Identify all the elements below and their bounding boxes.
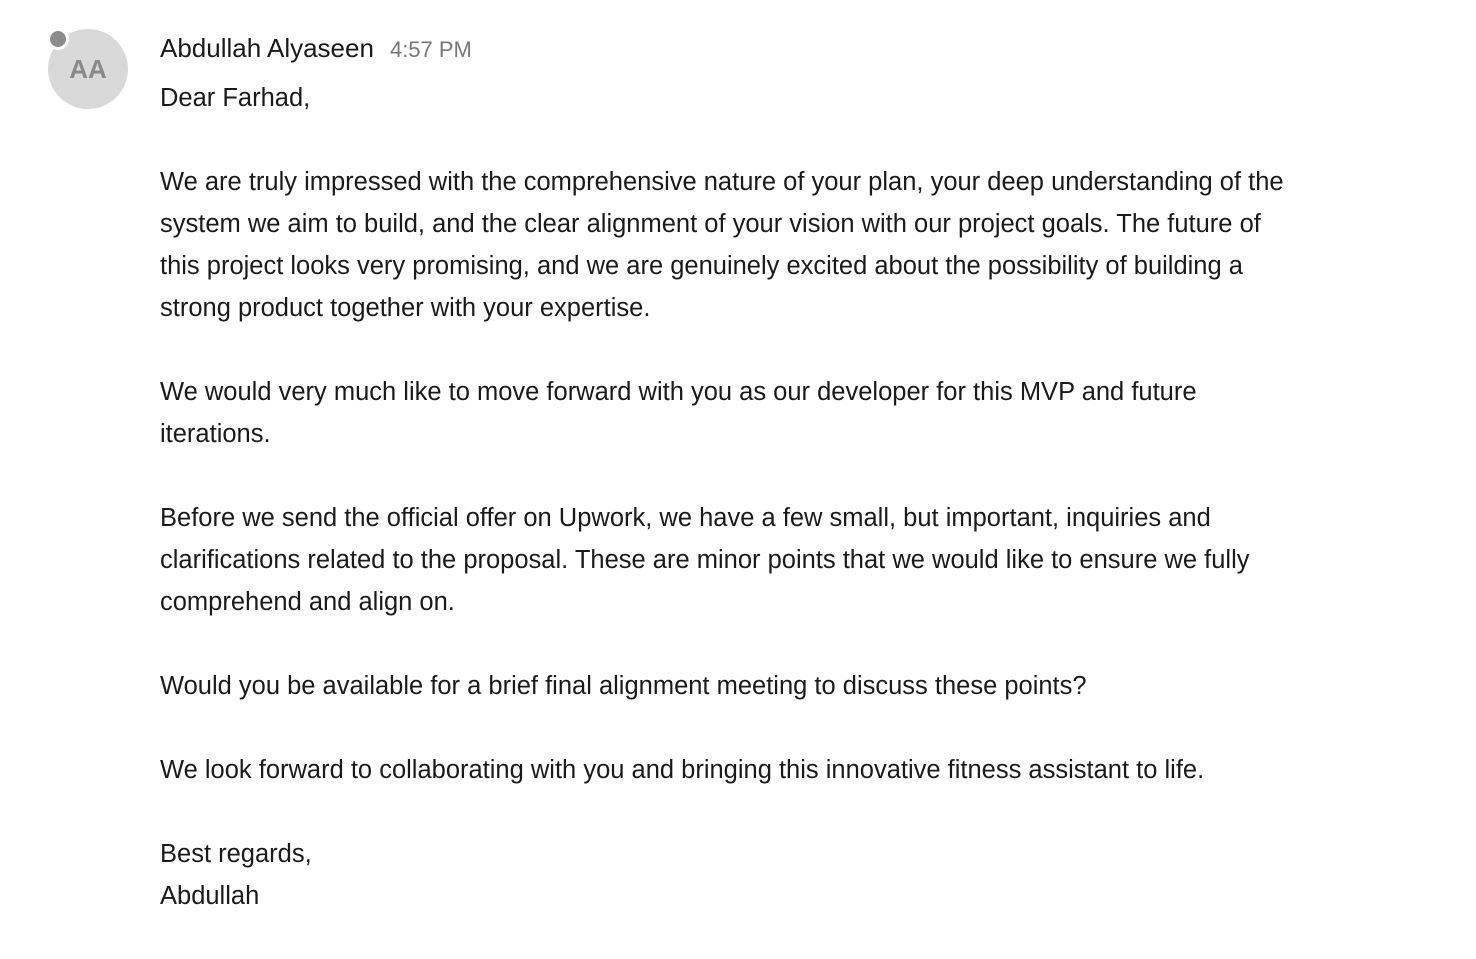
message-paragraph [160, 749, 1460, 791]
message-line: Abdullah [160, 882, 260, 910]
message-paragraph [160, 77, 1460, 119]
message-body [160, 77, 1460, 959]
message-paragraph [160, 161, 1460, 329]
message-line: strong product together with your expertise. [160, 294, 651, 322]
message-line: clarifications related to the proposal. These are minor points that we would like to ensure we fully [160, 546, 1250, 574]
message-line: Dear Farhad, [160, 84, 311, 112]
message-line: comprehend and align on. [160, 588, 455, 616]
message-line: this project looks very promising, and we are genuinely excited about the possibility of building a [160, 252, 1243, 280]
message-paragraph [160, 833, 1460, 917]
message-paragraph [160, 665, 1460, 707]
message-paragraph [160, 371, 1460, 455]
message-header [160, 33, 472, 64]
message-line: Before we send the official offer on Upwork, we have a few small, but important, inquiries and [160, 504, 1211, 532]
sender-name[interactable]: Abdullah Alyaseen [160, 33, 374, 63]
message-timestamp: 4:57 PM [389, 37, 472, 62]
message-line: We are truly impressed with the comprehensive nature of your plan, your deep understanding of the [160, 168, 1284, 196]
message-line: iterations. [160, 420, 271, 448]
presence-status-dot [47, 28, 69, 50]
message-line: We would very much like to move forward with you as our developer for this MVP and future [160, 378, 1197, 406]
message-line: Would you be available for a brief final alignment meeting to discuss these points? [160, 672, 1087, 700]
message-line: Best regards, [160, 840, 312, 868]
message-line: system we aim to build, and the clear alignment of your vision with our project goals. The future of [160, 210, 1261, 238]
avatar-initials: AA [69, 53, 107, 84]
message-paragraph [160, 497, 1460, 623]
message-line: We look forward to collaborating with you and bringing this innovative fitness assistant to life. [160, 756, 1205, 784]
